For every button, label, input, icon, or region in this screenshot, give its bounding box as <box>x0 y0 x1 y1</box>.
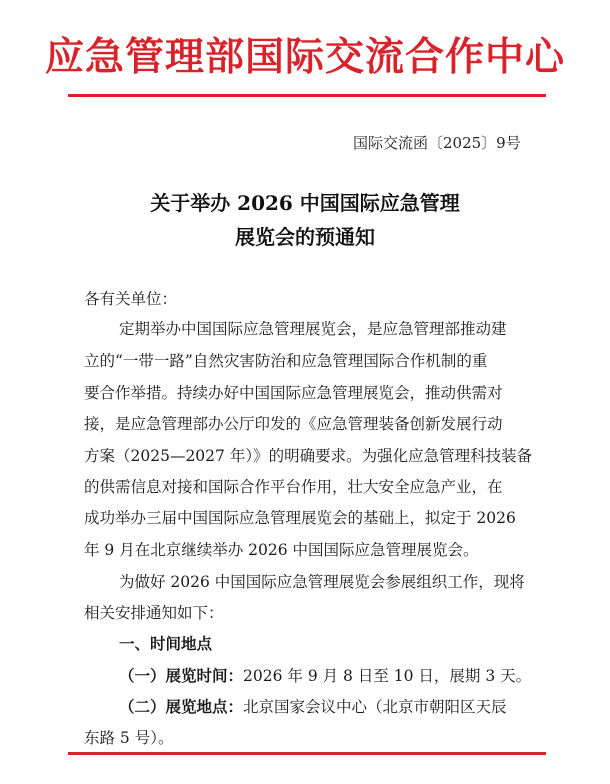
body-line: 接，是应急管理部办公厅印发的《应急管理装备创新发展行动 <box>84 415 503 433</box>
exhibition-venue-continued: 东路 5 号）。 <box>84 729 174 747</box>
document-title-line-2: 展览会的预通知 <box>235 225 375 249</box>
exhibition-time-label: （一）展览时间： <box>119 666 244 685</box>
exhibition-venue-value: 北京国家会议中心（北京市朝阳区天辰 <box>243 698 507 716</box>
exhibition-time-item <box>119 666 531 686</box>
exhibition-venue-label: （二）展览地点： <box>119 697 244 716</box>
body-line: 的供需信息对接和国际合作平台作用，壮大安全应急产业，在 <box>84 478 503 496</box>
exhibition-time-value: 2026 年 9 月 8 日至 10 日，展期 3 天。 <box>243 667 532 685</box>
document-title-line-1: 关于举办 2026 中国国际应急管理 <box>150 191 460 215</box>
issuing-organization-header: 应急管理部国际交流合作中心 <box>44 35 565 80</box>
body-line: 成功举办三届中国国际应急管理展览会的基础上，拟定于 2026 <box>84 509 516 527</box>
footer-red-rule <box>68 752 546 755</box>
body-line: 要合作举措。持续办好中国国际应急管理展览会，推动供需对 <box>84 384 503 402</box>
section-heading: 一、时间地点 <box>119 634 213 653</box>
body-line: 立的“一带一路”自然灾害防治和应急管理国际合作机制的重 <box>84 352 488 370</box>
salutation: 各有关单位： <box>84 290 178 308</box>
exhibition-venue-item <box>119 697 507 717</box>
document-number: 国际交流函〔2025〕9号 <box>353 134 521 152</box>
body-line: 方案（2025—2027 年）》的明确要求。为强化应急管理科技装备 <box>84 447 533 465</box>
body-line: 相关安排通知如下： <box>84 604 224 622</box>
body-line: 年 9 月在北京继续举办 2026 中国国际应急管理展览会。 <box>84 541 479 559</box>
header-red-rule <box>68 94 546 97</box>
body-line: 定期举办中国国际应急管理展览会，是应急管理部推动建 <box>119 320 507 338</box>
body-line: 为做好 2026 中国国际应急管理展览会参展组织工作，现将 <box>119 573 525 591</box>
